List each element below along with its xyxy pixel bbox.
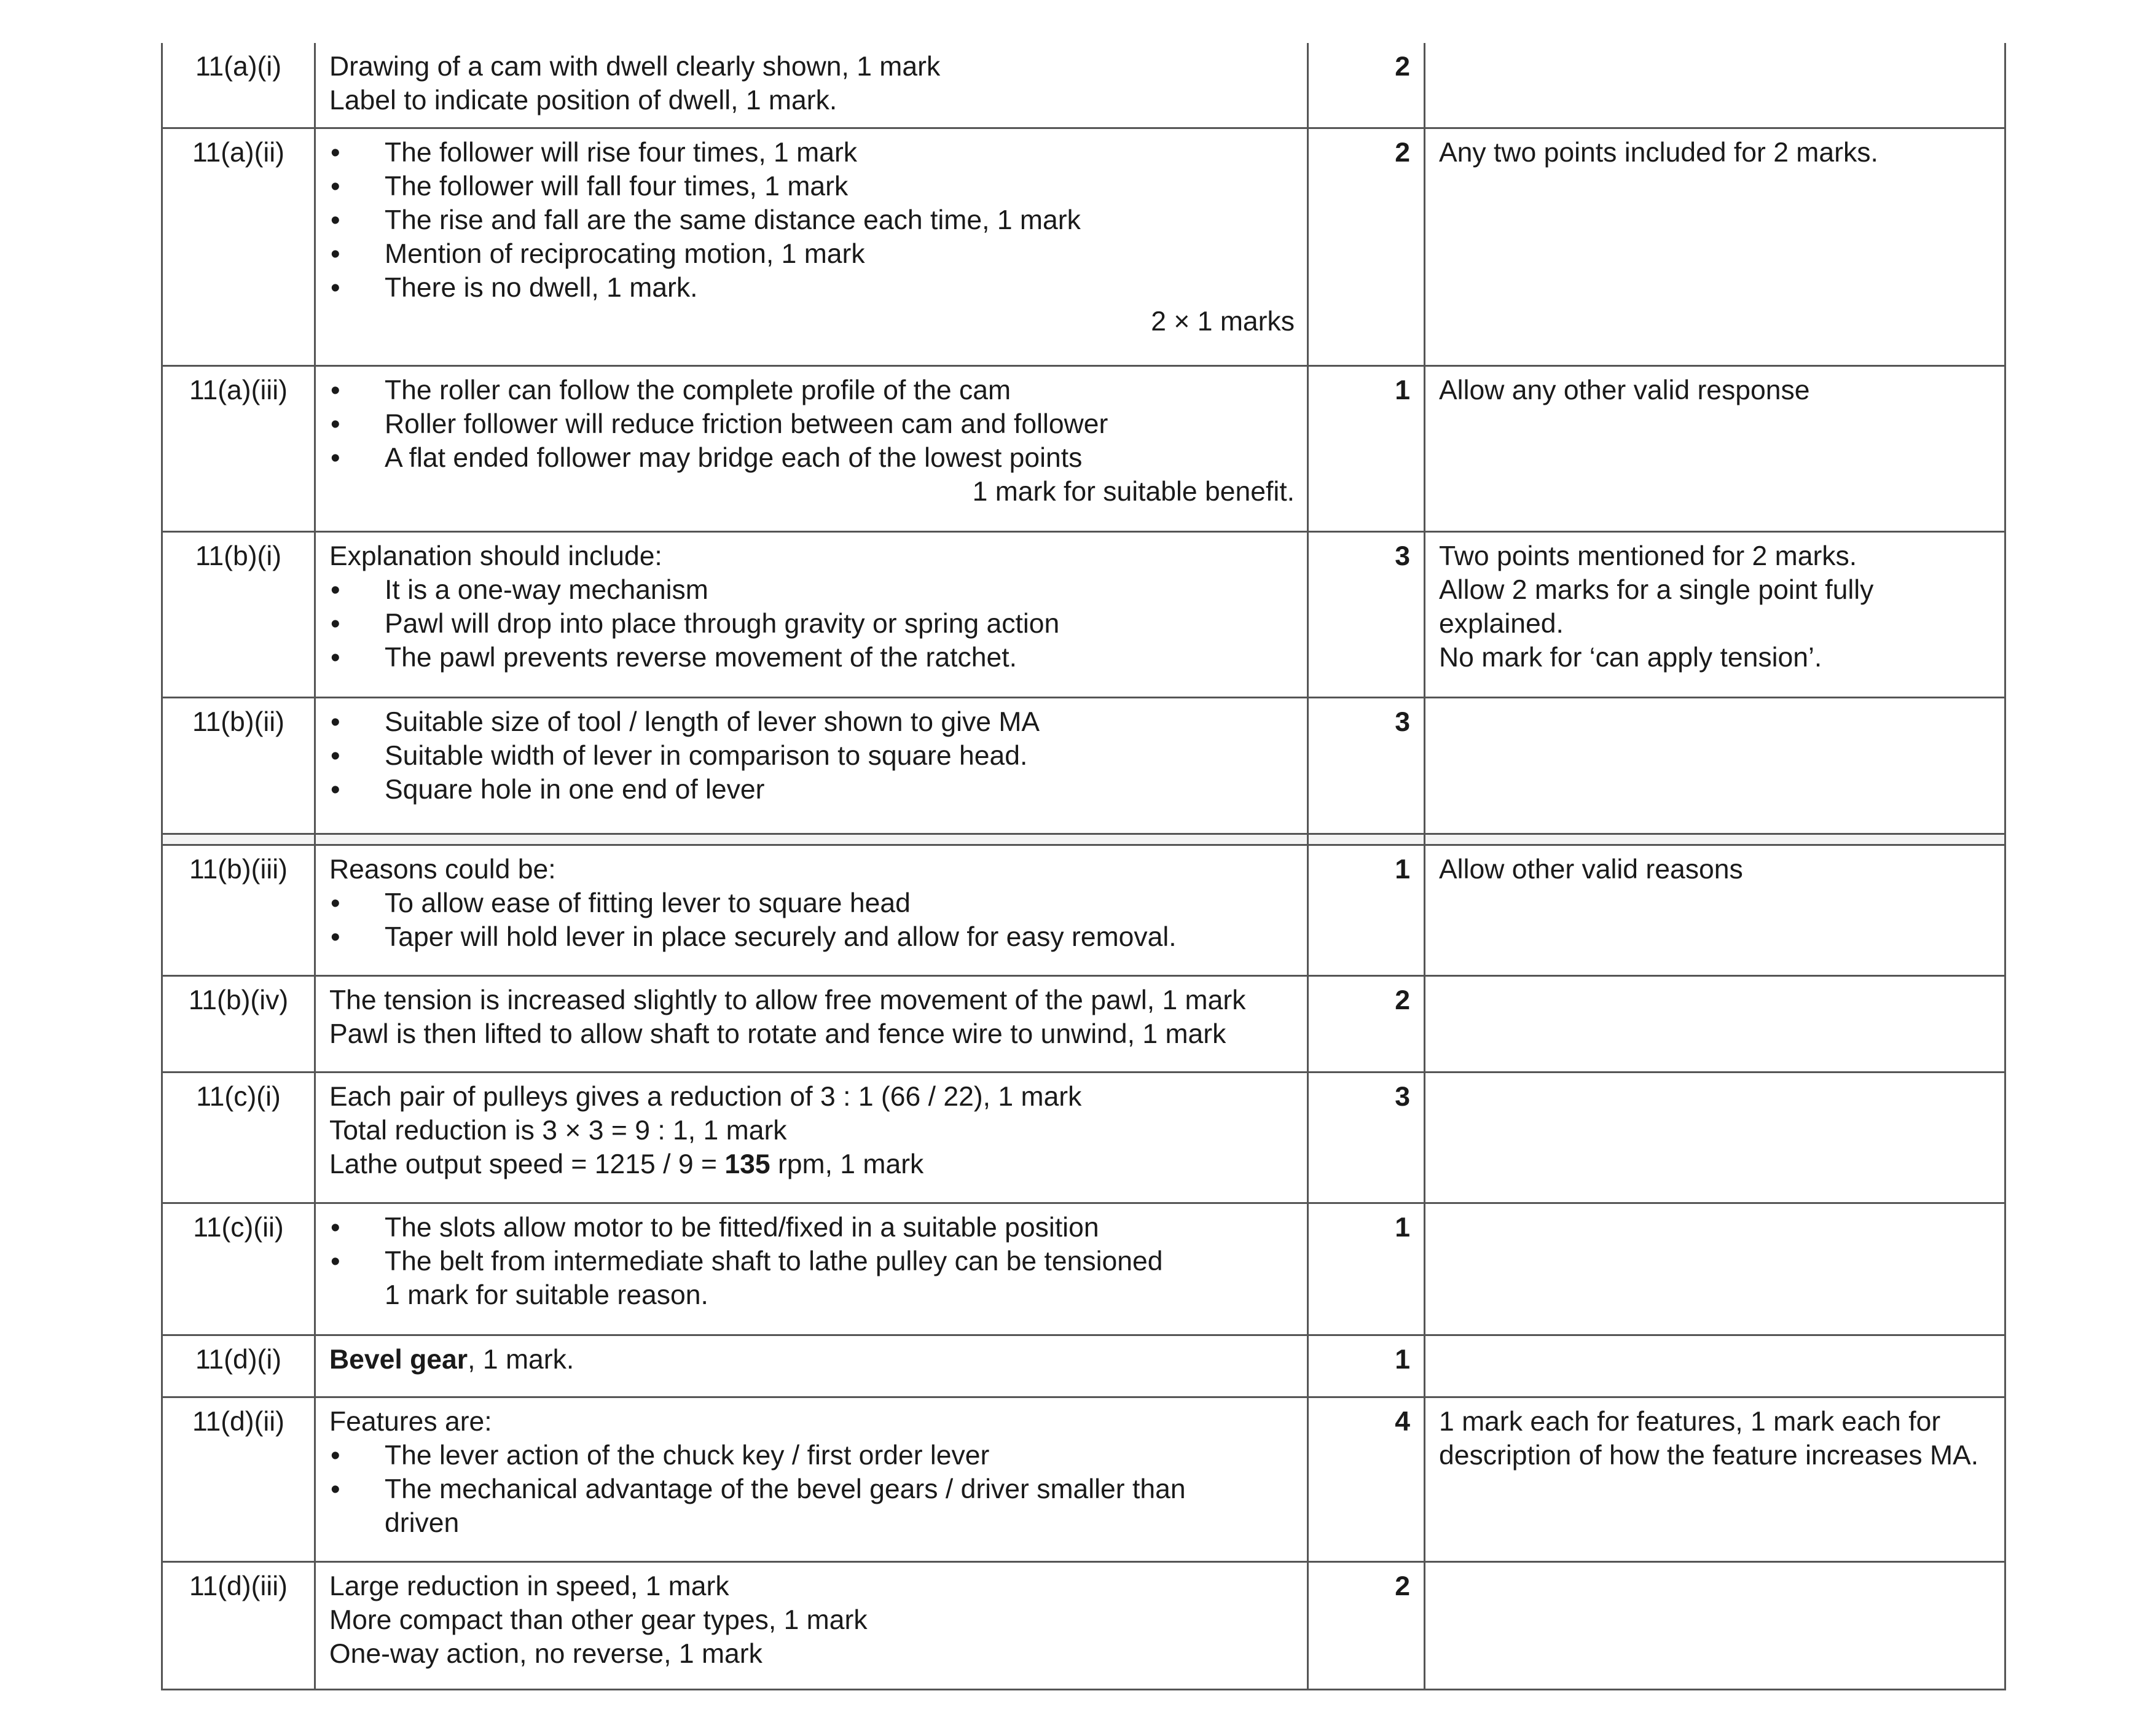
table-row [162,1203,2005,1335]
marks-cell: 2 [1308,975,1425,1072]
guidance-cell [1425,1561,2005,1689]
bullet-item: • Square hole in one end of lever [329,773,1295,807]
table-row [162,1397,2005,1561]
question-number: 11(a)(ii) [162,128,315,365]
output-speed-text: Lathe output speed = 1215 / 9 = [329,1149,725,1179]
answer-line: Pawl is then lifted to allow shaft to rotate and fence wire to unwind, 1 mark [329,1018,1226,1049]
gear-type: Bevel gear [329,1344,468,1375]
table-row [162,1072,2005,1203]
answer-line: Total reduction is 3 × 3 = 9 : 1, 1 mark [329,1115,787,1146]
question-number: 11(d)(iii) [162,1561,315,1689]
bullet-item: • The mechanical advantage of the bevel gears / driver smaller than driven [329,1472,1295,1540]
bullet-list [329,136,1295,305]
answer-cell [315,1203,1308,1335]
guidance-line: Any two points included for 2 marks. [1439,137,1878,168]
answer-line: The tension is increased slightly to allow free movement of the pawl, 1 mark [329,985,1246,1015]
answer-cell [315,1397,1308,1561]
question-number: 11(b)(i) [162,531,315,697]
table-row [162,365,2005,531]
answer-line: Each pair of pulleys gives a reduction of 3 : 1 (66 / 22), 1 mark [329,1081,1082,1112]
answer-cell [315,531,1308,697]
guidance-cell [1425,975,2005,1072]
bullet-item: • The follower will rise four times, 1 mark [329,136,1295,170]
output-speed-line [329,1147,1295,1181]
table-row [162,1561,2005,1689]
question-number: 11(a)(iii) [162,365,315,531]
bullet-item: • Mention of reciprocating motion, 1 mark [329,237,1295,271]
guidance-cell [1425,43,2005,128]
answer-intro: Features are: [329,1406,492,1437]
bullet-item: • Taper will hold lever in place securely and allow for easy removal. [329,920,1295,954]
answer-cell [315,697,1308,834]
answer-cell [315,975,1308,1072]
table-row [162,128,2005,365]
bullet-list [329,1211,1295,1278]
bullet-list [329,886,1295,954]
table-separator [162,834,2005,845]
marks-cell: 3 [1308,1072,1425,1203]
answer-cell [315,1072,1308,1203]
answer-cell [315,1561,1308,1689]
bullet-item: • The rise and fall are the same distance each time, 1 mark [329,203,1295,237]
table-row [162,531,2005,697]
marks-cell: 1 [1308,1335,1425,1397]
bullet-item: • The pawl prevents reverse movement of the ratchet. [329,641,1295,674]
guidance-cell [1425,697,2005,834]
bullet-item: • Roller follower will reduce friction between cam and follower [329,407,1295,441]
separator-cell [1425,834,2005,845]
marks-cell: 1 [1308,845,1425,975]
answer-line: Large reduction in speed, 1 mark [329,1571,729,1601]
answer-line [329,1343,1295,1377]
table-row [162,975,2005,1072]
table-row [162,43,2005,128]
bullet-item: • To allow ease of fitting lever to square head [329,886,1295,920]
guidance-cell [1425,1335,2005,1397]
table-row [162,1335,2005,1397]
marks-cell: 3 [1308,531,1425,697]
question-number: 11(b)(iv) [162,975,315,1072]
bullet-list [329,373,1295,475]
guidance-line: Allow other valid reasons [1439,854,1743,885]
answer-cell [315,1335,1308,1397]
bullet-item: • There is no dwell, 1 mark. [329,271,1295,305]
answer-line: One-way action, no reverse, 1 mark [329,1638,762,1669]
table-row [162,845,2005,975]
output-speed-value: 135 [724,1149,770,1179]
question-number: 11(c)(i) [162,1072,315,1203]
mark-allocation: 1 mark for suitable reason. [385,1280,708,1310]
separator-cell [162,834,315,845]
guidance-line: 1 mark each for features, 1 mark each for description of how the feature increases MA. [1439,1406,1979,1471]
guidance-line: Allow any other valid response [1439,375,1810,405]
answer-line: Label to indicate position of dwell, 1 mark. [329,85,837,115]
guidance-cell [1425,365,2005,531]
guidance-cell [1425,1072,2005,1203]
guidance-cell [1425,128,2005,365]
bullet-item: • Suitable size of tool / length of lever shown to give MA [329,705,1295,739]
question-number: 11(a)(i) [162,43,315,128]
guidance-cell [1425,531,2005,697]
guidance-line: No mark for ‘can apply tension’. [1439,642,1822,673]
answer-intro: Explanation should include: [329,541,662,571]
marks-cell: 2 [1308,128,1425,365]
gear-mark: , 1 mark. [468,1344,574,1375]
guidance-line: Allow 2 marks for a single point fully explained. [1439,574,1874,639]
mark-scheme-page [161,43,2004,1690]
bullet-item: • The follower will fall four times, 1 mark [329,170,1295,203]
bullet-item: • A flat ended follower may bridge each of the lowest points [329,441,1295,475]
answer-intro: Reasons could be: [329,854,556,885]
answer-cell [315,128,1308,365]
bullet-item: • It is a one-way mechanism [329,573,1295,607]
marks-cell: 1 [1308,365,1425,531]
answer-cell [315,43,1308,128]
bullet-list [329,573,1295,674]
answer-line: Drawing of a cam with dwell clearly shown, 1 mark [329,52,941,82]
question-number: 11(c)(ii) [162,1203,315,1335]
marks-cell: 4 [1308,1397,1425,1561]
guidance-cell [1425,1203,2005,1335]
answer-cell [315,365,1308,531]
bullet-item: • Suitable width of lever in comparison to square head. [329,739,1295,773]
answer-line: More compact than other gear types, 1 mark [329,1604,868,1635]
bullet-item: • The slots allow motor to be fitted/fixed in a suitable position [329,1211,1295,1244]
guidance-cell [1425,845,2005,975]
table-row [162,697,2005,834]
bullet-list [329,705,1295,807]
guidance-line: Two points mentioned for 2 marks. [1439,541,1857,571]
question-number: 11(b)(iii) [162,845,315,975]
bullet-item: • The belt from intermediate shaft to lathe pulley can be tensioned [329,1244,1295,1278]
guidance-cell [1425,1397,2005,1561]
mark-scheme-table [161,43,2006,1690]
bullet-item: • The roller can follow the complete profile of the cam [329,373,1295,407]
answer-cell [315,845,1308,975]
marks-cell: 2 [1308,1561,1425,1689]
marks-cell: 2 [1308,43,1425,128]
bullet-item: • The lever action of the chuck key / first order lever [329,1439,1295,1472]
mark-allocation: 1 mark for suitable benefit. [972,476,1295,507]
separator-cell [1308,834,1425,845]
marks-cell: 3 [1308,697,1425,834]
separator-cell [315,834,1308,845]
question-number: 11(d)(i) [162,1335,315,1397]
output-speed-unit: rpm, 1 mark [770,1149,924,1179]
bullet-item: • Pawl will drop into place through gravity or spring action [329,607,1295,641]
question-number: 11(d)(ii) [162,1397,315,1561]
bullet-list [329,1439,1295,1540]
mark-allocation: 2 × 1 marks [1151,306,1295,337]
marks-cell: 1 [1308,1203,1425,1335]
question-number: 11(b)(ii) [162,697,315,834]
